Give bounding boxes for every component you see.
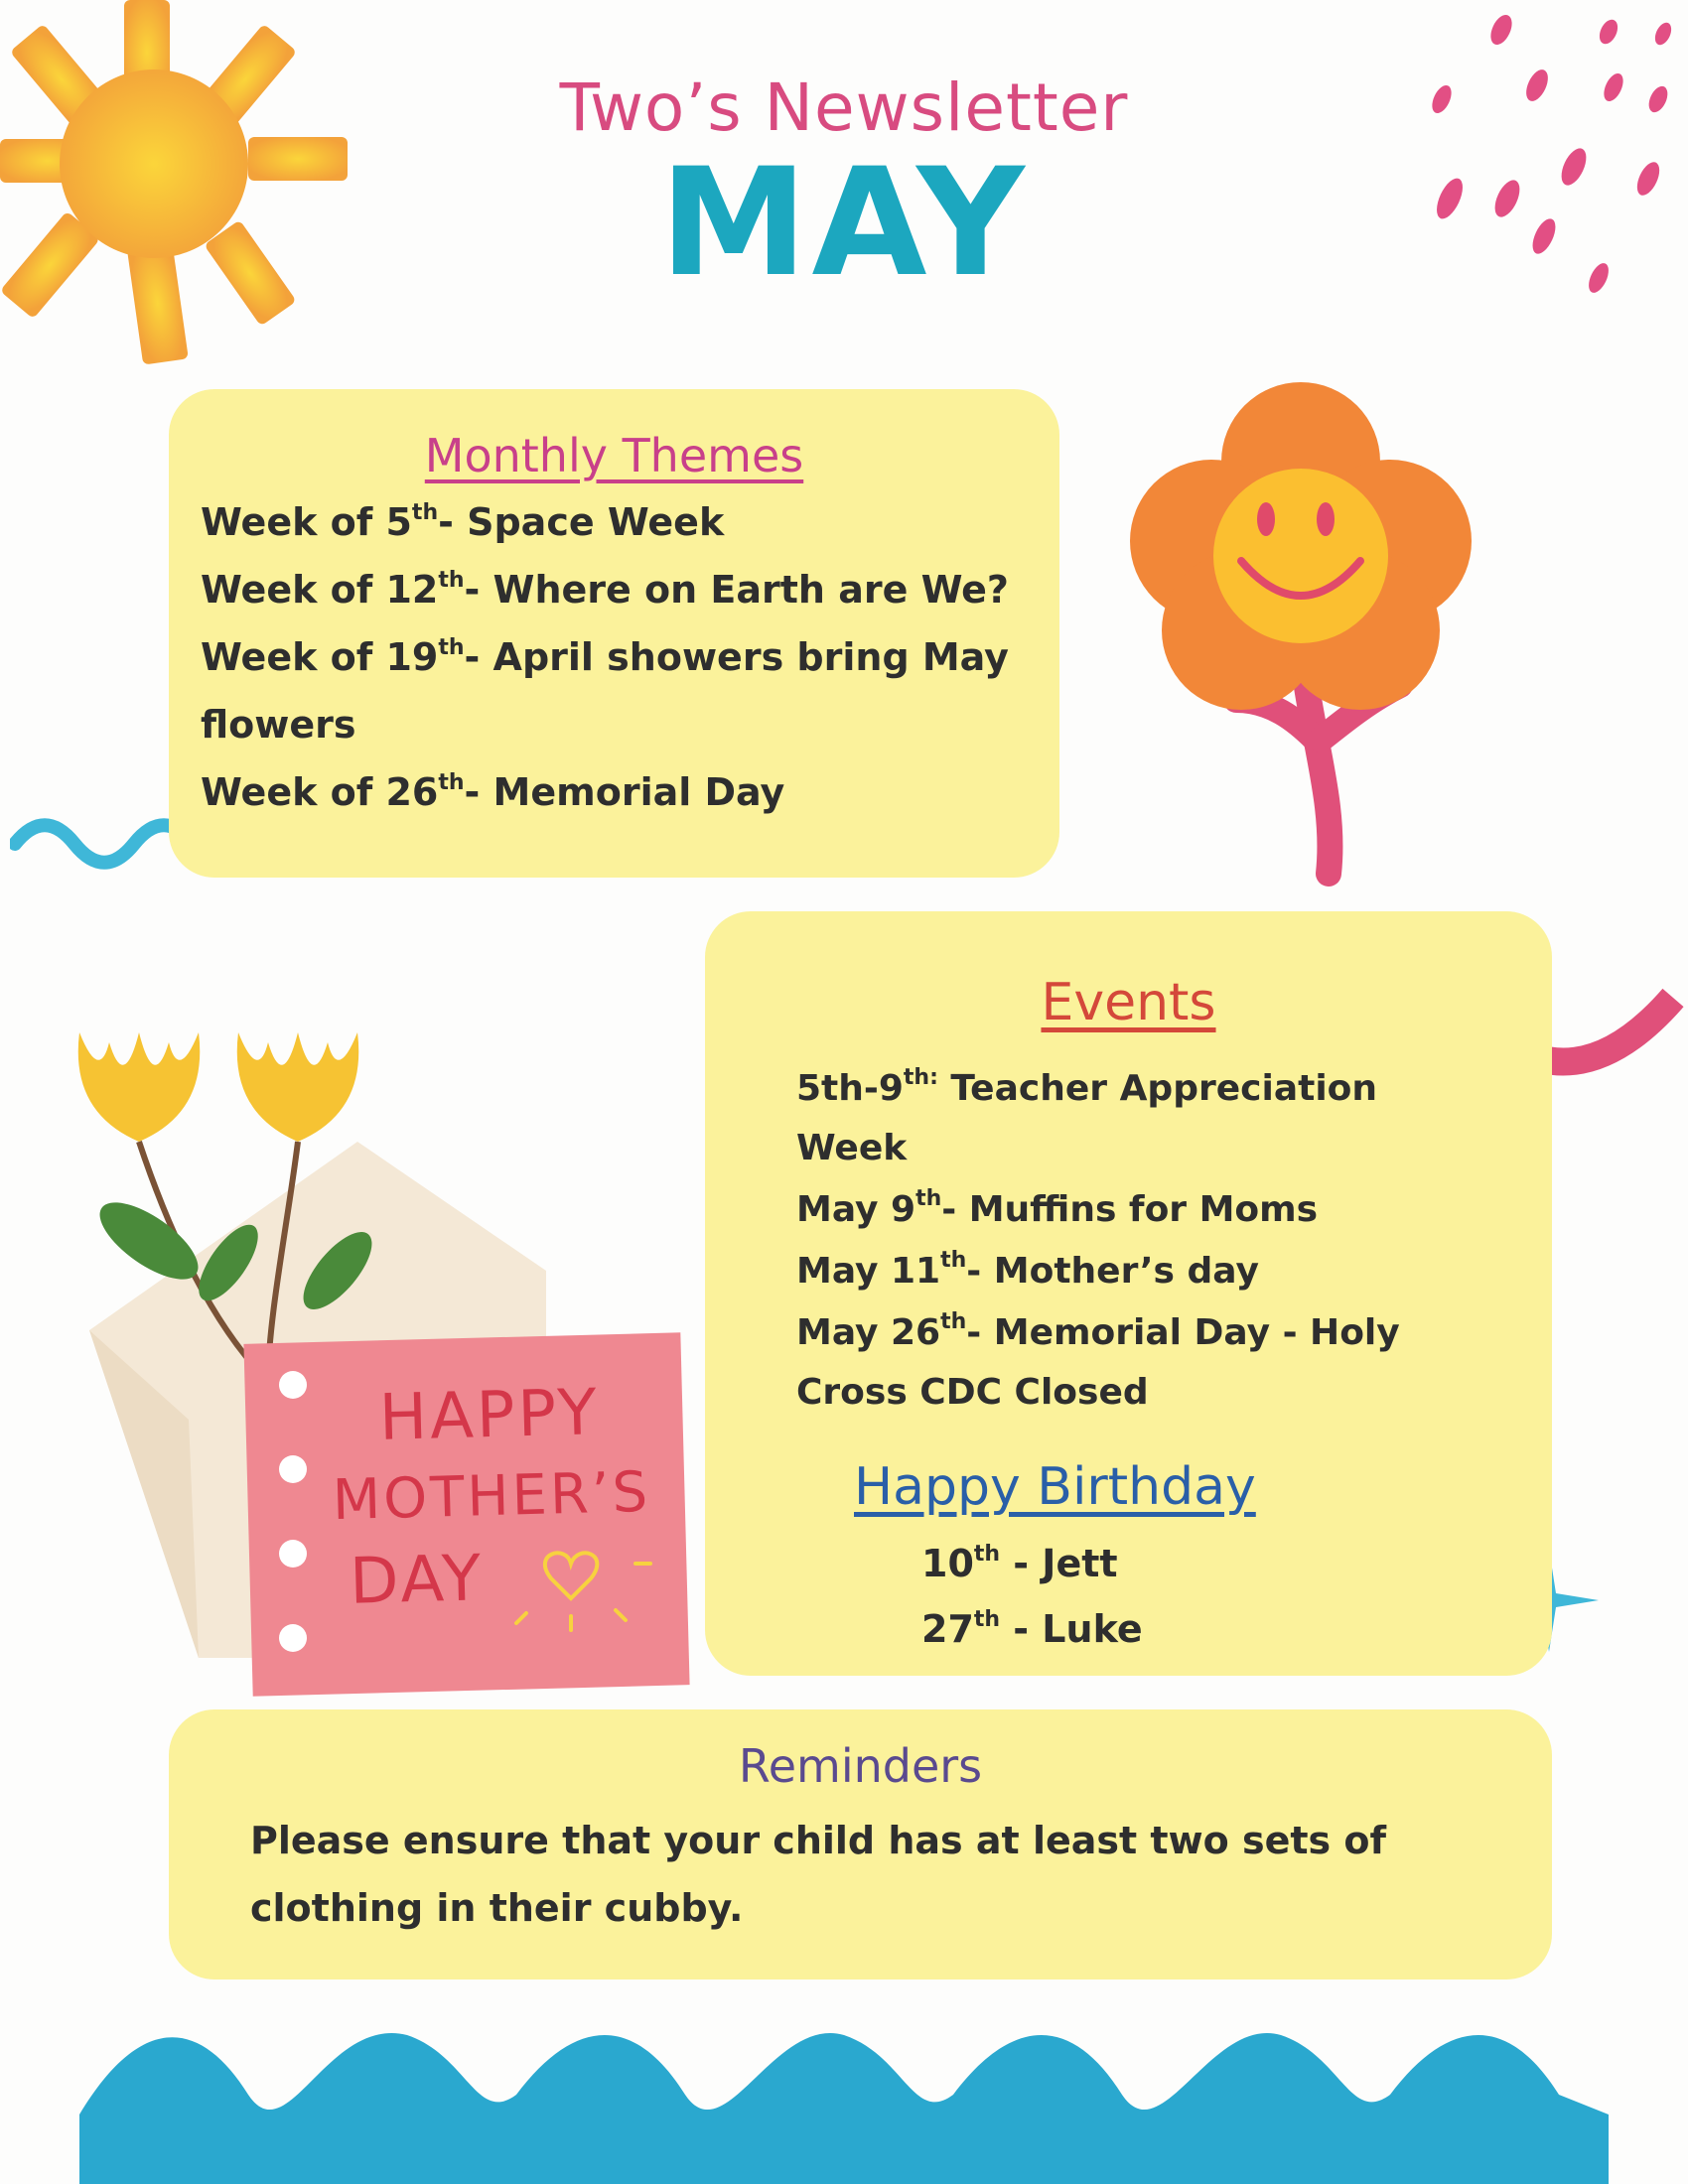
event-item: May 11th- Mother’s day xyxy=(796,1248,1259,1292)
monthly-themes-panel xyxy=(169,389,1059,878)
birthday-item: 10th - Jett xyxy=(921,1542,1118,1585)
card-line-2: MOTHER’S xyxy=(332,1459,651,1534)
newsletter-title: Two’s Newsletter xyxy=(559,69,1129,146)
theme-item: flowers xyxy=(201,703,356,747)
birthday-item: 27th - Luke xyxy=(921,1607,1143,1651)
wave-border-decoration xyxy=(79,1995,1609,2184)
card-text xyxy=(325,1371,658,1624)
events-panel xyxy=(705,911,1552,1676)
birthday-heading: Happy Birthday xyxy=(854,1457,1256,1517)
reminders-heading: Reminders xyxy=(738,1739,983,1793)
month-title: MAY xyxy=(659,137,1029,310)
theme-item: Week of 5th- Space Week xyxy=(201,500,725,544)
reminder-text: Please ensure that your child has at least two sets of clothing in their cubby. xyxy=(250,1819,1387,1930)
event-item: $5th-9^{th:}$ Teacher Appreciation xyxy=(796,1065,1378,1109)
theme-item: Week of 26th- Memorial Day xyxy=(201,770,785,814)
event-item: Cross CDC Closed xyxy=(796,1372,1149,1413)
theme-item: Week of 19th- April showers bring May xyxy=(201,635,1009,679)
card-line-3: DAY xyxy=(349,1542,486,1619)
card-line-1: HAPPY xyxy=(378,1376,601,1455)
smiley-flower-icon xyxy=(1112,382,1489,898)
monthly-themes-heading: Monthly Themes xyxy=(424,429,804,482)
theme-item: Week of 12th- Where on Earth are We? xyxy=(201,568,1009,612)
reminders-panel xyxy=(169,1709,1552,1979)
event-item: May 26th- Memorial Day - Holy xyxy=(796,1309,1400,1353)
event-item: May 9th- Muffins for Moms xyxy=(796,1186,1319,1230)
event-item: Week xyxy=(796,1128,908,1168)
events-heading: Events xyxy=(1041,973,1216,1032)
